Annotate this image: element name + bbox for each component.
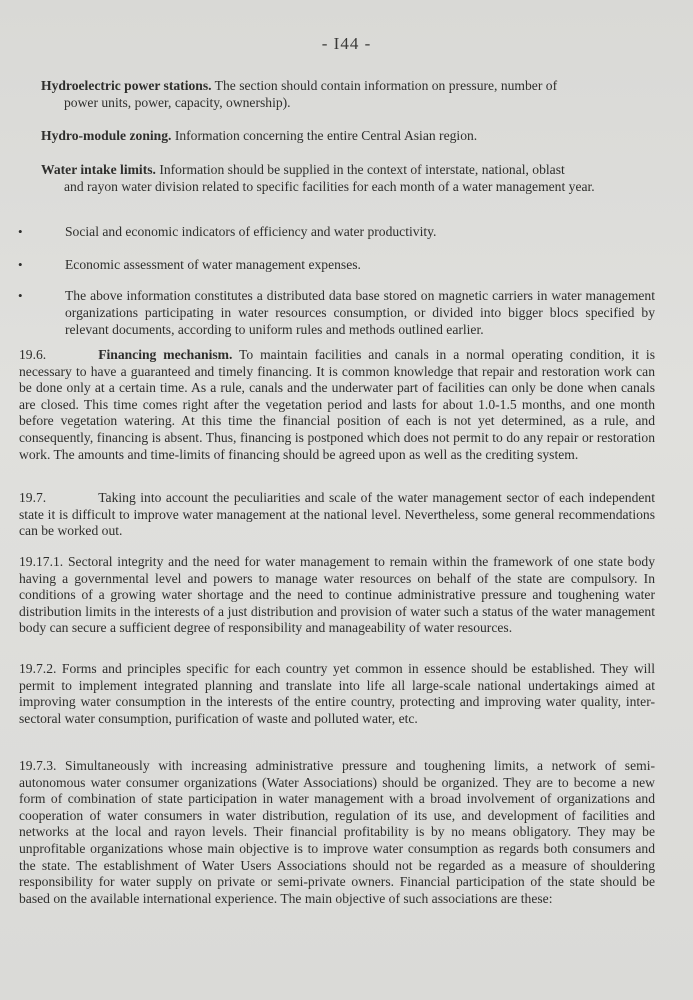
paragraph-number: 19.7.2. [19, 661, 57, 676]
bullet-item [18, 223, 655, 240]
section-text: Information should be supplied in the context of interstate, national, oblast [155, 162, 565, 177]
bullet-text: The above information constitutes a distributed data base stored on magnetic carriers in water management organizations participating in water resources consumption, or divided into bigger blocs specified by relevant documents, according to uniform rules and methods outlined earlier. [65, 288, 655, 337]
paragraph-heading: Financing mechanism. [98, 347, 233, 362]
bullet-icon: • [18, 288, 23, 303]
paragraph-19-7-2 [19, 661, 655, 727]
section-hydroelectric [41, 77, 654, 111]
section-heading: Water intake limits. [41, 162, 156, 177]
paragraph-text: Taking into account the peculiarities and scale of the water management sector of each independent state it is difficult to improve water management at the national level. Nevertheless, some general recommendations can be worked out. [19, 490, 655, 539]
paragraph-text: Forms and principles specific for each country yet common in essence should be established. They will permit to implement integrated planning and translate into life all large-scale national undertakings aimed at improving water consumption in the interests of the entire country, protecting and improving water quality, inter-sectoral water consumption, purification of waste and polluted water, etc. [19, 661, 655, 726]
paragraph-text: Sectoral integrity and the need for water management to remain within the framework of one state body having a governmental level and powers to manage water resources on behalf of the state are compulsory. In conditions of a growing water shortage and the need to continue administrative pressure and toughening water distribution limits in the interests of a just distribution and provision of water such a status of the water management body can secure a sufficient degree of responsibility and manageability of water resources. [19, 554, 655, 636]
paragraph-19-17-1 [19, 554, 655, 637]
paragraph-19-7 [19, 490, 655, 540]
section-continuation: power units, power, capacity, ownership). [64, 95, 291, 110]
bullet-text: Economic assessment of water management expenses. [65, 257, 361, 272]
paragraph-text: To maintain facilities and canals in a normal operating condition, it is necessary to have a guaranteed and timely financing. It is common knowledge that repair and restoration work can be done only at a certain time. As a rule, canals and the underwater part of facilities can only be done when canals are closed. This time comes right after the vegetation period and lasts for about 1.0-1.5 months, and one month before vegetation watering. At this time the financial position of each is not yet determined, as a rule, and consequently, financing is absent. Thus, financing is postponed which does not permit to do any repair or restoration work. The amounts and time-limits of financing should be agreed upon as well as the crediting system. [19, 347, 655, 462]
paragraph-number: 19.6. [19, 347, 47, 362]
section-heading: Hydroelectric power stations. [41, 78, 212, 93]
section-heading: Hydro-module zoning. [41, 128, 172, 143]
bullet-icon: • [18, 257, 23, 272]
section-text: The section should contain information on pressure, number of [211, 78, 558, 93]
paragraph-number: 19.17.1. [19, 554, 64, 569]
paragraph-19-6 [19, 347, 655, 463]
bullet-icon: • [18, 224, 23, 239]
paragraph-text: Simultaneously with increasing administrative pressure and toughening limits, a network of semi-autonomous water consumer organizations (Water Associations) should be organized. They are to become a new form of combination of state participation in water management with a broad involvement of organizations and cooperation of water consumers in water distribution, regulation of its use, and development of facilities and networks at the local and rayon levels. Their financial profitability is by no means obligatory. They may be unprofitable organizations whose main objective is to improve water consumption as regards both consumers and the state. The establishment of Water Users Associations should not be regarded as a measure of shouldering responsibility for water supply on private or semi-private owners. Financial participation of the state should be based on the available international experience. The main objective of such associations are these: [19, 758, 655, 906]
paragraph-number: 19.7. [19, 490, 47, 505]
section-hydro-module [41, 127, 654, 144]
bullet-item [18, 287, 655, 338]
bullet-item [18, 256, 655, 273]
section-water-intake [41, 161, 654, 195]
paragraph-19-7-3 [19, 758, 655, 907]
paragraph-number: 19.7.3. [19, 758, 57, 773]
section-continuation: and rayon water division related to specific facilities for each month of a water management year. [64, 179, 595, 194]
bullet-text: Social and economic indicators of efficiency and water productivity. [65, 224, 437, 239]
page-number: - I44 - [321, 34, 372, 53]
section-text: Information concerning the entire Central Asian region. [171, 128, 478, 143]
